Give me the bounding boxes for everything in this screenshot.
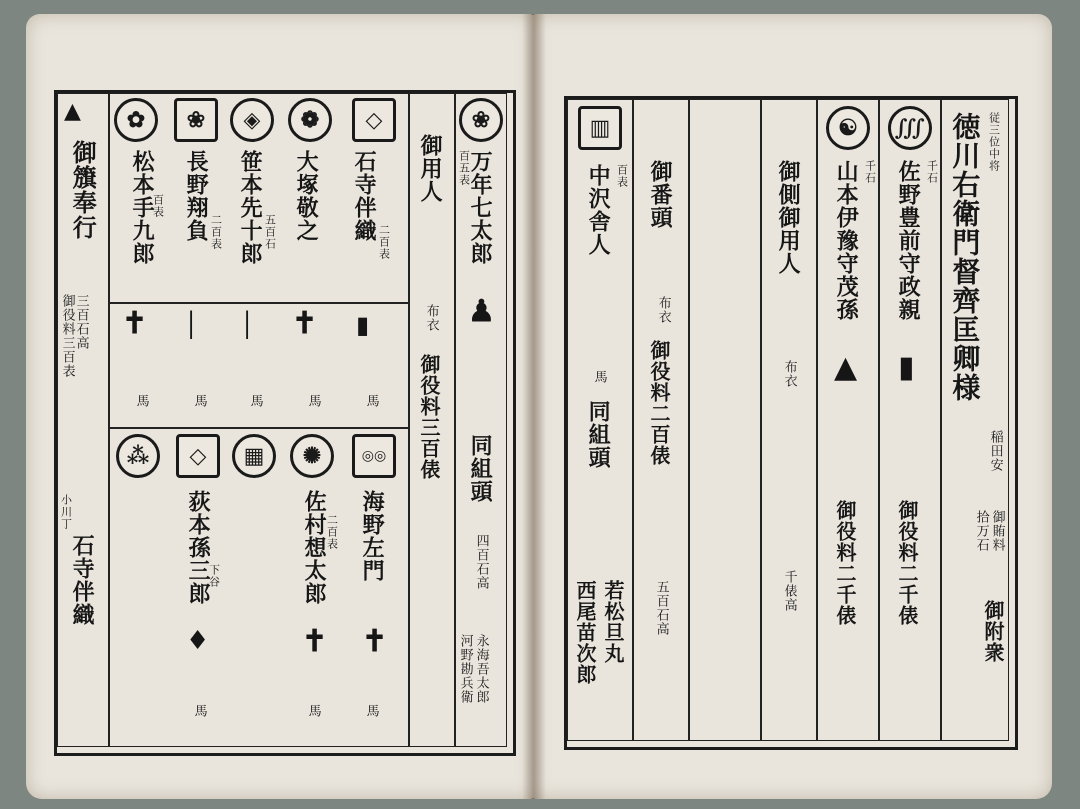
spear-icon: ▮ <box>898 350 915 385</box>
right-col-blank <box>689 99 761 741</box>
chief-stipend: 百五表 <box>457 150 471 186</box>
group-allowance: 御役料三百俵 <box>417 354 441 480</box>
title-bottom-note: 小川丁 <box>59 494 73 530</box>
group-cloth: 布衣 <box>781 360 797 388</box>
group-allowance: 御役料二千俵 <box>895 500 919 626</box>
horse-label: 馬 <box>591 370 607 384</box>
right-col-5 <box>567 99 633 741</box>
flag-glyph: ▲ <box>64 98 81 124</box>
group-cloth: 布衣 <box>423 304 439 332</box>
officer-name: 山本伊豫守茂孫 <box>833 160 860 321</box>
officer-name: 笹本先十郎 <box>237 150 264 265</box>
crest-icon: ∭ <box>888 106 932 150</box>
chief-title2: 同組頭 <box>467 434 494 503</box>
officer-note: 百表 <box>151 194 165 218</box>
title-text: 御籏奉行 <box>68 140 98 240</box>
officer-name: 佐野豊前守政親 <box>895 160 922 321</box>
group-title: 御番頭 <box>647 160 674 229</box>
officer-note: 二百表 <box>325 514 339 550</box>
spear-icon: ✝ <box>122 306 148 341</box>
crest-icon: ▥ <box>578 106 622 150</box>
horse-label: 馬 <box>247 394 263 408</box>
spear-icon: │ <box>240 310 255 339</box>
group-title: 御用人 <box>417 134 444 203</box>
header-stipend-label: 御賄料 <box>989 510 1005 552</box>
horse-label: 馬 <box>305 394 321 408</box>
header-note: 稲田安 <box>987 430 1003 472</box>
group-allowance: 御役料二百俵 <box>647 340 671 466</box>
officer-note: 下谷 <box>207 564 221 588</box>
crest-icon: ❀ <box>459 98 503 142</box>
officer-name: 松本手九郎 <box>129 150 156 265</box>
officer-note: 二百表 <box>377 224 391 260</box>
crest-icon: ◇ <box>352 98 396 142</box>
right-col-2 <box>817 99 879 741</box>
crest-icon: ✿ <box>114 98 158 142</box>
header-attendants: 御附衆 <box>981 600 1005 663</box>
chief-column <box>455 93 507 747</box>
crest-icon: ✺ <box>290 434 334 478</box>
horse-label: 馬 <box>191 704 207 718</box>
horse-label: 馬 <box>133 394 149 408</box>
allowance-text: 御役料三百表 <box>59 294 75 378</box>
chief-name3: 河野勘兵衛 <box>457 634 473 704</box>
group-title: 同組頭 <box>585 400 612 469</box>
officer-name: 長野翔負 <box>183 150 210 242</box>
group-allowance: 御役料二千俵 <box>833 500 857 626</box>
spear-icon: ▮ <box>356 310 370 339</box>
horse-label: 馬 <box>191 394 207 408</box>
officer-name: 海野左門 <box>359 490 386 582</box>
header-title: 徳川右衛門督齊匡卿様 <box>948 112 982 402</box>
officer-name: 若松旦丸 <box>601 580 625 664</box>
group-stipend: 千俵高 <box>781 570 797 612</box>
group-cloth: 布衣 <box>655 296 671 324</box>
spear-icon: ✝ <box>362 624 388 659</box>
left-page <box>26 14 534 799</box>
crest-icon: ▦ <box>232 434 276 478</box>
horse-label: 馬 <box>363 394 379 408</box>
right-col-4 <box>633 99 689 741</box>
crest-icon: ◎◎ <box>352 434 396 478</box>
title-bottom-name: 石寺伴織 <box>69 534 96 626</box>
officer-name: 石寺伴織 <box>351 150 378 242</box>
right-col-1 <box>879 99 941 741</box>
title-column <box>57 93 109 747</box>
group-column <box>409 93 455 747</box>
chief-name: 万年七太郎 <box>467 150 494 265</box>
right-col-3 <box>761 99 817 741</box>
officer-name: 大塚敬之 <box>293 150 320 242</box>
crest-icon: ☯ <box>826 106 870 150</box>
spear-icon: ▲ <box>834 350 858 385</box>
crest-icon: ◈ <box>230 98 274 142</box>
chief-name2: 永海吾太郎 <box>473 634 489 704</box>
officer-note: 百表 <box>615 164 629 188</box>
crest-icon: ❁ <box>288 98 332 142</box>
spear-icon: ♟ <box>468 294 495 329</box>
officer-name: 西尾苗次郎 <box>573 580 597 685</box>
horse-label: 馬 <box>363 704 379 718</box>
spear-icon: │ <box>184 310 199 339</box>
chief-stipend2: 四百石高 <box>473 534 489 590</box>
group-title: 御側御用人 <box>775 160 802 275</box>
spear-icon: ✝ <box>292 306 318 341</box>
spear-icon: ✝ <box>302 624 328 659</box>
officer-note: 千石 <box>925 160 939 184</box>
crest-icon: ⁂ <box>116 434 160 478</box>
header-rank: 従三位中将 <box>987 112 1001 172</box>
officer-note: 千石 <box>863 160 877 184</box>
officer-name: 荻本孫三郎 <box>185 490 212 605</box>
open-book <box>26 14 1052 799</box>
officer-note: 五百石 <box>263 214 277 250</box>
header-stipend: 拾万石 <box>973 510 989 552</box>
officer-note: 二百表 <box>209 214 223 250</box>
right-page <box>532 14 1052 799</box>
stipend-text: 三百石高 <box>73 294 89 350</box>
crest-icon: ❀ <box>174 98 218 142</box>
spear-icon: ♦ <box>186 626 210 656</box>
officer-name: 中沢舎人 <box>585 164 612 256</box>
horse-label: 馬 <box>305 704 321 718</box>
officer-name: 佐村想太郎 <box>301 490 328 605</box>
book-gutter <box>522 14 546 799</box>
right-header-column <box>941 99 1009 741</box>
group-stipend: 五百石高 <box>653 580 669 636</box>
crest-icon: ◇ <box>176 434 220 478</box>
